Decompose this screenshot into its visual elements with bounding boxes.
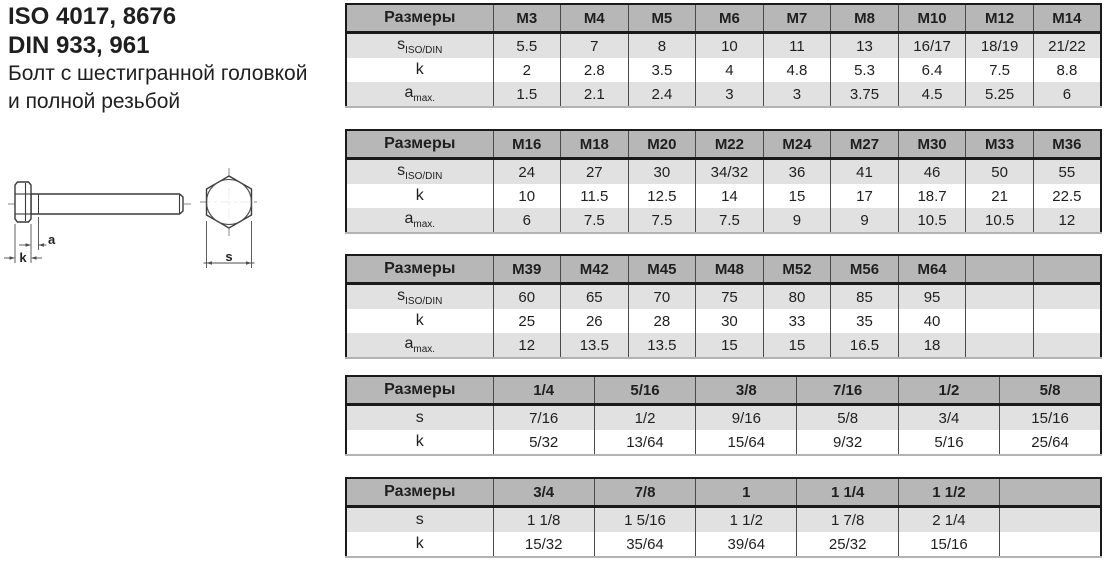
dimension-value-cell: 5/16 bbox=[898, 430, 999, 455]
size-column-header: M18 bbox=[561, 130, 629, 159]
dimension-value-cell: 35/64 bbox=[594, 532, 695, 557]
dimension-value-cell: 70 bbox=[628, 284, 696, 310]
row-label-symbol: s bbox=[397, 35, 406, 53]
dimension-value-cell: 28 bbox=[628, 309, 696, 333]
dimension-value-cell: 14 bbox=[696, 184, 764, 208]
size-table-3 bbox=[345, 254, 1102, 359]
dimension-row-a bbox=[346, 82, 1101, 107]
row-label bbox=[346, 159, 493, 185]
row-label-symbol: s bbox=[415, 409, 424, 426]
dimension-value-cell: 9 bbox=[763, 208, 831, 233]
dimension-value-cell: 7/16 bbox=[493, 405, 594, 431]
dimension-value-cell: 15/16 bbox=[898, 532, 999, 557]
row-label bbox=[346, 309, 493, 333]
size-column-header: 1 1/4 bbox=[797, 478, 898, 507]
dimension-value-cell: 41 bbox=[831, 159, 899, 185]
dimension-value-cell: 24 bbox=[493, 159, 561, 185]
size-column-header: 1 1/2 bbox=[898, 478, 999, 507]
dim-k-arrow-right bbox=[10, 256, 16, 260]
row-label-subscript: ISO/DIN bbox=[405, 45, 443, 57]
dimension-value-cell bbox=[1033, 284, 1101, 310]
dimension-row-k bbox=[346, 58, 1101, 82]
dim-a-arrow-left bbox=[39, 243, 45, 247]
dimension-value-cell: 25/64 bbox=[1000, 430, 1101, 455]
row-label bbox=[346, 284, 493, 310]
row-label bbox=[346, 58, 493, 82]
dimension-value-cell: 5.5 bbox=[493, 33, 561, 59]
dimension-value-cell: 10.5 bbox=[966, 208, 1034, 233]
dimension-value-cell: 33 bbox=[763, 309, 831, 333]
size-column-header: M24 bbox=[763, 130, 831, 159]
dimension-value-cell: 15 bbox=[763, 184, 831, 208]
dimension-value-cell: 13.5 bbox=[628, 333, 696, 358]
dimension-value-cell: 25/32 bbox=[797, 532, 898, 557]
dimension-value-cell: 12.5 bbox=[628, 184, 696, 208]
dimension-row-s bbox=[346, 405, 1101, 431]
size-column-header bbox=[1033, 255, 1101, 284]
title-block bbox=[8, 2, 307, 116]
row-label-subscript: max. bbox=[413, 219, 436, 231]
row-label-subscript: max. bbox=[413, 344, 436, 356]
bolt-shank-outline bbox=[31, 194, 183, 214]
dim-k-label: k bbox=[19, 250, 27, 265]
row-label-symbol: a bbox=[404, 83, 414, 101]
size-column-header: 7/16 bbox=[797, 376, 898, 405]
dimension-value-cell: 15/64 bbox=[696, 430, 797, 455]
size-column-header: M16 bbox=[493, 130, 561, 159]
dimension-value-cell: 46 bbox=[898, 159, 966, 185]
size-column-header: 3/8 bbox=[696, 376, 797, 405]
dimension-row-s bbox=[346, 159, 1101, 185]
dimension-value-cell: 39/64 bbox=[696, 532, 797, 557]
dimension-value-cell: 6 bbox=[493, 208, 561, 233]
size-column-header: M27 bbox=[831, 130, 899, 159]
size-column-header: M22 bbox=[696, 130, 764, 159]
size-column-header: 1/4 bbox=[493, 376, 594, 405]
dimension-value-cell bbox=[1033, 309, 1101, 333]
size-column-header: M33 bbox=[966, 130, 1034, 159]
row-label-subscript: ISO/DIN bbox=[405, 171, 443, 183]
dimension-value-cell: 5/32 bbox=[493, 430, 594, 455]
hex-head-outline bbox=[207, 176, 252, 228]
row-label bbox=[346, 430, 493, 455]
table-header-row bbox=[346, 478, 1101, 507]
row-label-symbol: s bbox=[397, 161, 406, 179]
size-column-header bbox=[966, 255, 1034, 284]
dimension-value-cell: 10.5 bbox=[898, 208, 966, 233]
size-column-header: M56 bbox=[831, 255, 899, 284]
row-label-symbol: s bbox=[397, 286, 406, 304]
dimension-value-cell: 1.5 bbox=[493, 82, 561, 107]
dimension-value-cell: 7 bbox=[561, 33, 629, 59]
dimension-value-cell bbox=[1000, 532, 1101, 557]
dimension-value-cell: 2.4 bbox=[628, 82, 696, 107]
dimension-value-cell: 7.5 bbox=[561, 208, 629, 233]
dimension-value-cell: 15 bbox=[696, 333, 764, 358]
dimension-value-cell: 85 bbox=[831, 284, 899, 310]
dimension-value-cell: 11 bbox=[763, 33, 831, 59]
dim-a-arrow-right bbox=[26, 243, 32, 247]
dimension-value-cell: 15/32 bbox=[493, 532, 594, 557]
table-corner-label: Размеры bbox=[346, 4, 493, 33]
size-column-header: M3 bbox=[493, 4, 561, 33]
size-column-header: M5 bbox=[628, 4, 696, 33]
row-label-subscript: ISO/DIN bbox=[405, 296, 443, 308]
standard-din-title: DIN 933, 961 bbox=[8, 32, 150, 59]
row-label-symbol: a bbox=[404, 209, 414, 227]
dimension-value-cell: 1/2 bbox=[594, 405, 695, 431]
dimension-value-cell: 5.3 bbox=[831, 58, 899, 82]
dimension-value-cell: 1 1/2 bbox=[696, 507, 797, 533]
dimension-value-cell: 5/8 bbox=[797, 405, 898, 431]
dimension-row-s bbox=[346, 284, 1101, 310]
table-corner-label: Размеры bbox=[346, 255, 493, 284]
row-label-subscript: max. bbox=[413, 93, 436, 105]
dimension-value-cell: 55 bbox=[1033, 159, 1101, 185]
dimension-value-cell: 17 bbox=[831, 184, 899, 208]
size-column-header: M42 bbox=[561, 255, 629, 284]
dimension-value-cell: 8 bbox=[628, 33, 696, 59]
dimension-row-k bbox=[346, 309, 1101, 333]
dimension-value-cell: 15 bbox=[763, 333, 831, 358]
size-column-header: 3/4 bbox=[493, 478, 594, 507]
dimension-value-cell: 4.8 bbox=[763, 58, 831, 82]
row-label-symbol: a bbox=[404, 334, 414, 352]
dimension-value-cell: 9 bbox=[831, 208, 899, 233]
dimension-value-cell: 2.1 bbox=[561, 82, 629, 107]
dimension-value-cell: 18/19 bbox=[966, 33, 1034, 59]
size-column-header: M20 bbox=[628, 130, 696, 159]
dimension-row-s bbox=[346, 33, 1101, 59]
row-label bbox=[346, 507, 493, 533]
dimension-value-cell: 3 bbox=[696, 82, 764, 107]
dimension-value-cell bbox=[966, 333, 1034, 358]
size-column-header: M14 bbox=[1033, 4, 1101, 33]
dimension-value-cell: 2 1/4 bbox=[898, 507, 999, 533]
dimension-value-cell: 34/32 bbox=[696, 159, 764, 185]
size-column-header: 7/8 bbox=[594, 478, 695, 507]
dimension-row-k bbox=[346, 184, 1101, 208]
size-column-header: 1 bbox=[696, 478, 797, 507]
dim-s-arrow-right bbox=[246, 261, 252, 265]
bolt-head-outline bbox=[15, 182, 31, 222]
dimension-value-cell: 10 bbox=[493, 184, 561, 208]
dimension-value-cell: 18.7 bbox=[898, 184, 966, 208]
dimension-value-cell: 30 bbox=[628, 159, 696, 185]
bolt-technical-drawing bbox=[0, 150, 300, 300]
size-column-header: M8 bbox=[831, 4, 899, 33]
dimension-value-cell: 15/16 bbox=[1000, 405, 1101, 431]
size-column-header: 1/2 bbox=[898, 376, 999, 405]
dimension-row-a bbox=[346, 333, 1101, 358]
size-table-4 bbox=[345, 375, 1102, 456]
dimension-value-cell: 12 bbox=[1033, 208, 1101, 233]
dimension-value-cell bbox=[1000, 507, 1101, 533]
size-column-header: M64 bbox=[898, 255, 966, 284]
size-table-2 bbox=[345, 129, 1102, 234]
dimension-value-cell: 25 bbox=[493, 309, 561, 333]
dimension-value-cell bbox=[966, 284, 1034, 310]
table-corner-label: Размеры bbox=[346, 130, 493, 159]
dimension-value-cell: 11.5 bbox=[561, 184, 629, 208]
dimension-value-cell: 6.4 bbox=[898, 58, 966, 82]
row-label bbox=[346, 532, 493, 557]
dimension-value-cell: 1 5/16 bbox=[594, 507, 695, 533]
dimension-value-cell: 6 bbox=[1033, 82, 1101, 107]
dimension-value-cell: 3.75 bbox=[831, 82, 899, 107]
dimension-value-cell: 13/64 bbox=[594, 430, 695, 455]
dimension-value-cell: 8.8 bbox=[1033, 58, 1101, 82]
size-column-header: M7 bbox=[763, 4, 831, 33]
dimension-value-cell: 18 bbox=[898, 333, 966, 358]
dimension-value-cell: 2.8 bbox=[561, 58, 629, 82]
dimension-value-cell: 50 bbox=[966, 159, 1034, 185]
size-column-header: M4 bbox=[561, 4, 629, 33]
dimension-value-cell: 2 bbox=[493, 58, 561, 82]
row-label-symbol: k bbox=[415, 535, 424, 552]
dimension-value-cell: 21 bbox=[966, 184, 1034, 208]
dimension-value-cell: 95 bbox=[898, 284, 966, 310]
table-header-row bbox=[346, 130, 1101, 159]
dimension-value-cell: 40 bbox=[898, 309, 966, 333]
dimension-value-cell bbox=[1033, 333, 1101, 358]
dimension-value-cell: 65 bbox=[561, 284, 629, 310]
dimension-value-cell: 5.25 bbox=[966, 82, 1034, 107]
table-header-row bbox=[346, 376, 1101, 405]
product-name-line1: Болт с шестигранной головкой bbox=[8, 62, 308, 85]
dimension-value-cell: 75 bbox=[696, 284, 764, 310]
dimension-value-cell: 13.5 bbox=[561, 333, 629, 358]
row-label-symbol: k bbox=[415, 433, 424, 450]
row-label bbox=[346, 184, 493, 208]
table-header-row bbox=[346, 255, 1101, 284]
row-label-symbol: s bbox=[415, 511, 424, 528]
dimension-value-cell: 10 bbox=[696, 33, 764, 59]
row-label bbox=[346, 405, 493, 431]
dimension-value-cell: 22.5 bbox=[1033, 184, 1101, 208]
dimension-value-cell: 16/17 bbox=[898, 33, 966, 59]
row-label-symbol: k bbox=[415, 187, 424, 204]
dimension-value-cell: 3/4 bbox=[898, 405, 999, 431]
dimension-value-cell: 13 bbox=[831, 33, 899, 59]
dimension-value-cell: 36 bbox=[763, 159, 831, 185]
dim-s-label: s bbox=[225, 249, 233, 264]
dimension-value-cell: 9/16 bbox=[696, 405, 797, 431]
size-column-header: M39 bbox=[493, 255, 561, 284]
dimension-value-cell: 27 bbox=[561, 159, 629, 185]
dimension-row-a bbox=[346, 208, 1101, 233]
row-label-symbol: k bbox=[415, 61, 424, 78]
dimension-row-s bbox=[346, 507, 1101, 533]
dimension-value-cell: 9/32 bbox=[797, 430, 898, 455]
table-corner-label: Размеры bbox=[346, 376, 493, 405]
dimension-value-cell: 21/22 bbox=[1033, 33, 1101, 59]
dimension-value-cell: 1 7/8 bbox=[797, 507, 898, 533]
table-corner-label: Размеры bbox=[346, 478, 493, 507]
dim-k-arrow-left bbox=[31, 256, 37, 260]
product-name-line2: и полной резьбой bbox=[8, 90, 181, 113]
dimension-value-cell: 35 bbox=[831, 309, 899, 333]
dimension-value-cell bbox=[966, 309, 1034, 333]
dimension-value-cell: 26 bbox=[561, 309, 629, 333]
size-column-header: M12 bbox=[966, 4, 1034, 33]
dimension-value-cell: 7.5 bbox=[966, 58, 1034, 82]
dimension-value-cell: 4 bbox=[696, 58, 764, 82]
standard-iso-title: ISO 4017, 8676 bbox=[8, 3, 177, 30]
dimension-value-cell: 3.5 bbox=[628, 58, 696, 82]
size-column-header: M36 bbox=[1033, 130, 1101, 159]
dimension-value-cell: 16.5 bbox=[831, 333, 899, 358]
dimension-value-cell: 60 bbox=[493, 284, 561, 310]
row-label bbox=[346, 333, 493, 358]
size-column-header: M6 bbox=[696, 4, 764, 33]
dimension-row-k bbox=[346, 430, 1101, 455]
size-column-header: M10 bbox=[898, 4, 966, 33]
dimension-value-cell: 4.5 bbox=[898, 82, 966, 107]
dimension-value-cell: 7.5 bbox=[696, 208, 764, 233]
size-column-header: 5/16 bbox=[594, 376, 695, 405]
dimension-value-cell: 1 1/8 bbox=[493, 507, 594, 533]
dimension-value-cell: 12 bbox=[493, 333, 561, 358]
dim-s-arrow-left bbox=[207, 261, 213, 265]
table-header-row bbox=[346, 4, 1101, 33]
size-column-header: M30 bbox=[898, 130, 966, 159]
size-table-5 bbox=[345, 477, 1102, 558]
size-column-header: M52 bbox=[763, 255, 831, 284]
row-label bbox=[346, 82, 493, 107]
dimension-value-cell: 30 bbox=[696, 309, 764, 333]
size-column-header: M48 bbox=[696, 255, 764, 284]
size-column-header: M45 bbox=[628, 255, 696, 284]
size-column-header bbox=[1000, 478, 1101, 507]
size-column-header: 5/8 bbox=[1000, 376, 1101, 405]
dimension-value-cell: 3 bbox=[763, 82, 831, 107]
row-label bbox=[346, 33, 493, 59]
dim-a-label: a bbox=[48, 232, 56, 247]
size-table-1 bbox=[345, 3, 1102, 108]
dimension-value-cell: 80 bbox=[763, 284, 831, 310]
dimension-value-cell: 7.5 bbox=[628, 208, 696, 233]
row-label bbox=[346, 208, 493, 233]
row-label-symbol: k bbox=[415, 312, 424, 329]
dimension-row-k bbox=[346, 532, 1101, 557]
